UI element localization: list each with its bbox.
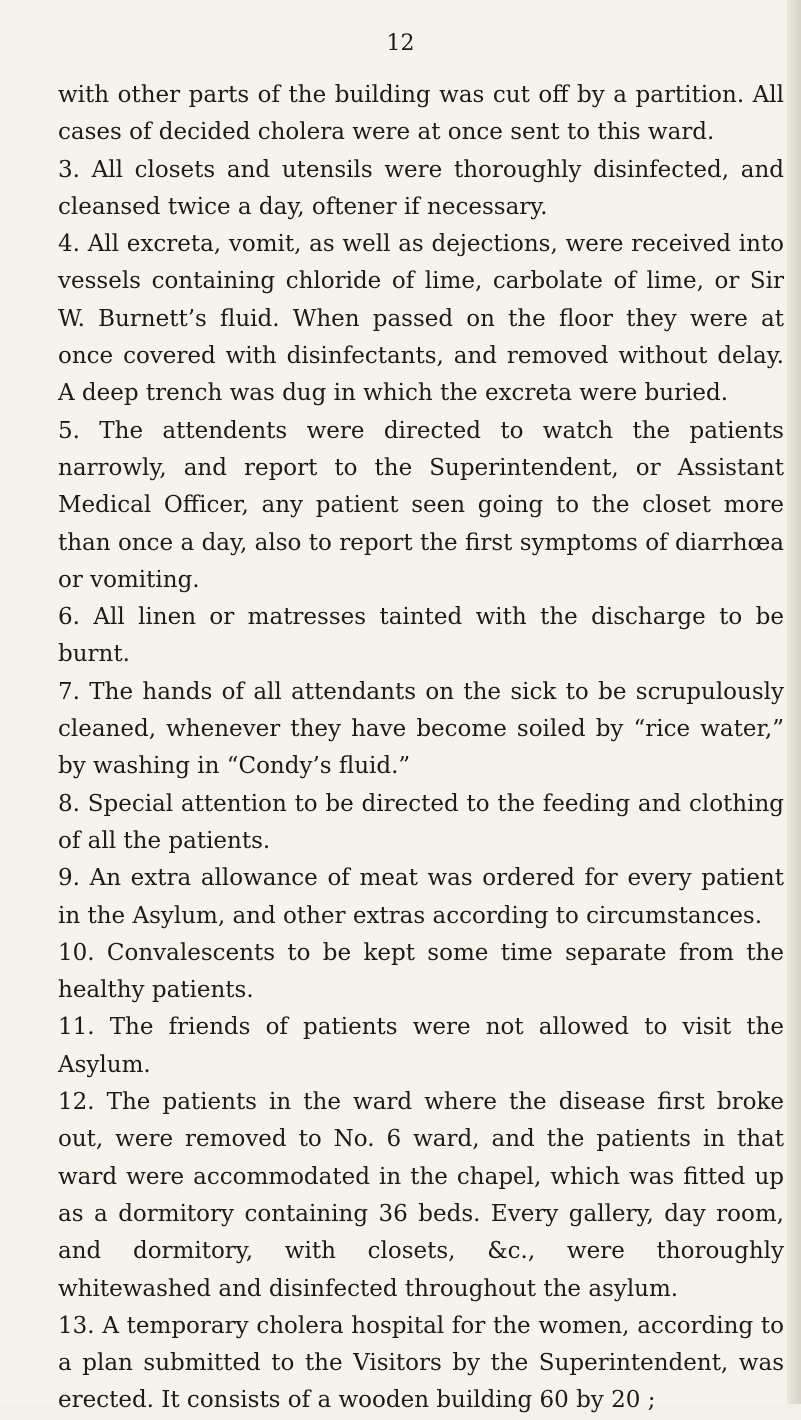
paragraph-item-6: 6. All linen or matresses tainted with the discharge to be burnt. xyxy=(58,604,784,668)
paragraph-item-8: 8. Special attention to be directed to the feeding and clothing of all the patients. xyxy=(58,790,784,854)
paragraph-item-12: 12. The patients in the ward where the disease first broke out, were removed to No. 6 ward, and the patients in that ward were accommodated in the chapel, which was fitted up as a dormitory containing 36 beds. Every gallery, day room, and dormitory, with closets, &c., were thoroughly whitewashed and disinfected throughout the asylum. xyxy=(58,1089,784,1302)
paragraph-item-3: 3. All closets and utensils were thoroughly disinfected, and cleansed twice a day, oftener if necessary. xyxy=(58,156,784,220)
paragraph-item-11: 11. The friends of patients were not allowed to visit the Asylum. xyxy=(58,1014,784,1078)
paragraph-item-7: 7. The hands of all attendants on the sick to be scrupulously cleaned, whenever they have become soiled by “rice water,” by washing in “Condy’s fluid.” xyxy=(58,678,784,780)
page-number: 12 xyxy=(386,31,415,56)
body-text xyxy=(58,77,784,1420)
paragraph-item-4: 4. All excreta, vomit, as well as dejections, were received into vessels containing chloride of lime, carbolate of lime, or Sir W. Burnett’s fluid. When passed on the floor they were at once covered with disinfectants, and removed without delay. A deep trench was dug in which the excreta were buried. xyxy=(58,231,784,407)
paragraph-continuation: with other parts of the building was cut off by a partition. All cases of decided cholera were at once sent to this ward. xyxy=(58,82,784,146)
paragraph-item-9: 9. An extra allowance of meat was ordered for every patient in the Asylum, and other extras according to circumstances. xyxy=(58,865,784,929)
paragraph-item-13: 13. A temporary cholera hospital for the women, according to a plan submitted to the Visitors by the Superintendent, was erected. It consists of a wooden building 60 by 20 ; xyxy=(58,1312,784,1414)
page-edge-shadow xyxy=(787,0,801,1404)
paragraph-item-10: 10. Convalescents to be kept some time separate from the healthy patients. xyxy=(58,939,784,1004)
paragraph-item-5: 5. The attendents were directed to watch the patients narrowly, and report to the Superintendent, or Assistant Medical Officer, any patient seen going to the closet more than once a day, also to report the first symptoms of diarrhœa or vomiting. xyxy=(58,417,784,593)
